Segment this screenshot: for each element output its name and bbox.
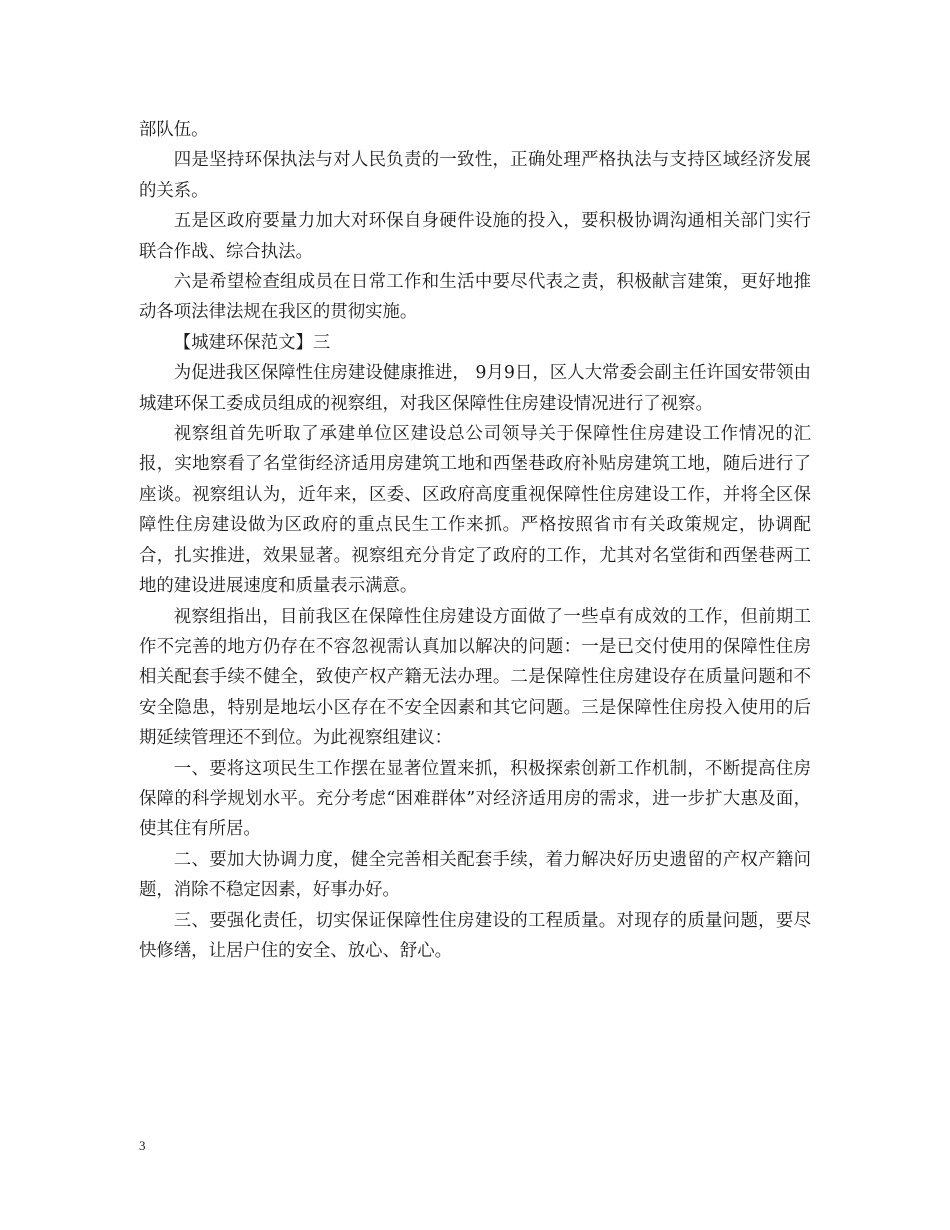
document-body xyxy=(139,115,811,966)
paragraph-continuation: 部队伍。 xyxy=(139,120,209,140)
paragraph-suggestion-one: 一、要将这项民生工作摆在显著位置来抓，积极探索创新工作机制，不断提高住房保障的科学规划水平。充分考虑“困难群体”对经济适用房的需求，进一步扩大惠及面，使其住有所居。 xyxy=(139,758,811,840)
paragraph-point-six: 六是希望检查组成员在日常工作和生活中要尽代表之责，积极献言建策，更好地推动各项法律法规在我区的贯彻实施。 xyxy=(139,272,811,323)
section-heading: 【城建环保范文】三 xyxy=(173,332,331,353)
paragraph-inspection: 视察组首先听取了承建单位区建设总公司领导关于保障性住房建设工作情况的汇报，实地察看了名堂街经济适用房建筑工地和西堡巷政府补贴房建筑工地，随后进行了座谈。视察组认为，近年来，区委、区政府高度重视保障性住房建设工作，并将全区保障性住房建设做为区政府的重点民生工作来抓。严格按照省市有关政策规定，协调配合，扎实推进，效果显著。视察组充分肯定了政府的工作，尤其对名堂街和西堡巷两工地的建设进展速度和质量表示满意。 xyxy=(139,424,811,597)
paragraph-point-five: 五是区政府要量力加大对环保自身硬件设施的投入，要积极协调沟通相关部门实行联合作战、综合执法。 xyxy=(139,211,811,262)
paragraph-issues: 视察组指出，目前我区在保障性住房建设方面做了一些卓有成效的工作，但前期工作不完善的地方仍存在不容忽视需认真加以解决的问题：一是已交付使用的保障性住房相关配套手续不健全，致使产权产籍无法办理。二是保障性住房建设存在质量问题和不安全隐患，特别是地坛小区存在不安全因素和其它问题。三是保障性住房投入使用的后期延续管理还不到位。为此视察组建议： xyxy=(139,606,811,749)
paragraph-point-four: 四是坚持环保执法与对人民负责的一致性，正确处理严格执法与支持区域经济发展的关系。 xyxy=(139,150,811,201)
paragraph-intro: 为促进我区保障性住房建设健康推进， 9月9日，区人大常委会副主任许国安带领由城建环保工委成员组成的视察组，对我区保障性住房建设情况进行了视察。 xyxy=(139,363,811,414)
page-number: 3 xyxy=(139,1138,146,1153)
paragraph-suggestion-three: 三、要强化责任，切实保证保障性住房建设的工程质量。对现存的质量问题，要尽快修缮，让居户住的安全、放心、舒心。 xyxy=(139,910,811,961)
paragraph-suggestion-two: 二、要加大协调力度，健全完善相关配套手续，着力解决好历史遗留的产权产籍问题，消除不稳定因素，好事办好。 xyxy=(139,849,811,901)
